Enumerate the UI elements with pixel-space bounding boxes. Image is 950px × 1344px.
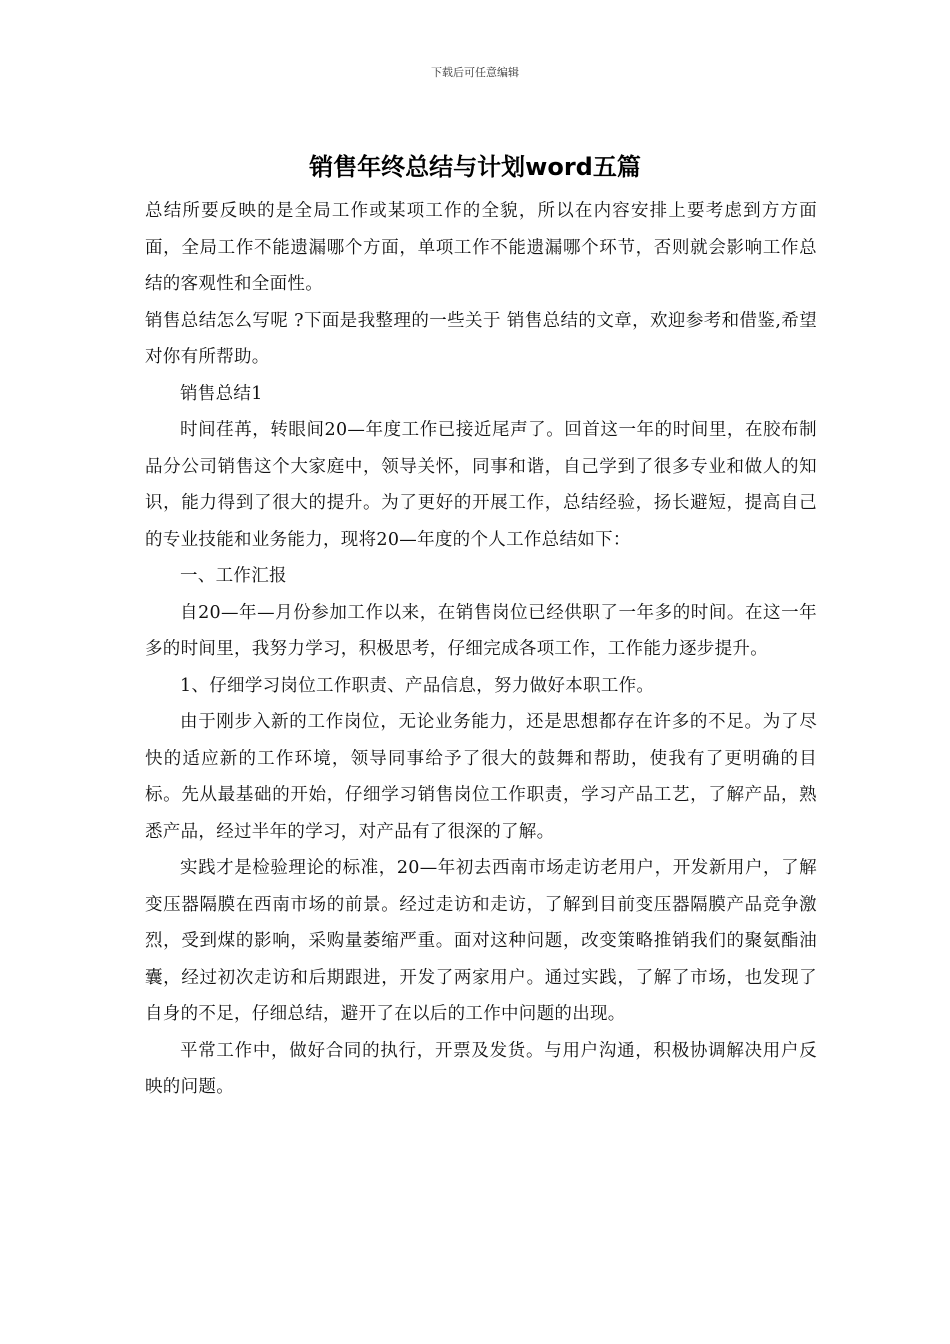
body-paragraph: 实践才是检验理论的标准，20—年初去西南市场走访老用户，开发新用户，了解变压器隔膜在西南市场的前景。经过走访和走访，了解到目前变压器隔膜产品竞争激烈，受到煤的影响，采购量萎缩严重。面对这种问题，改变策略推销我们的聚氨酯油囊，经过初次走访和后期跟进，开发了两家用户。通过实践，了解了市场，也发现了自身的不足，仔细总结，避开了在以后的工作中问题的出现。 — [145, 858, 817, 1024]
document-title: 销售年终总结与计划word五篇 — [309, 153, 641, 181]
subsection-heading: 一、工作汇报 — [180, 566, 287, 586]
body-paragraph: 时间荏苒，转眼间20—年度工作已接近尾声了。回首这一年的时间里，在胶布制品分公司销售这个大家庭中，领导关怀，同事和谐，自己学到了很多专业和做人的知识，能力得到了很大的提升。为了更好的开展工作，总结经验，扬长避短，提高自己的专业技能和业务能力，现将20—年度的个人工作总结如下： — [145, 420, 817, 550]
body-paragraph: 平常工作中，做好合同的执行，开票及发货。与用户沟通，积极协调解决用户反映的问题。 — [145, 1040, 817, 1097]
list-item-heading: 1、仔细学习岗位工作职责、产品信息，努力做好本职工作。 — [180, 675, 655, 696]
document-body — [145, 193, 817, 1106]
intro-paragraph: 总结所要反映的是全局工作或某项工作的全貌，所以在内容安排上要考虑到方方面面，全局工作不能遗漏哪个方面，单项工作不能遗漏哪个环节，否则就会影响工作总结的客观性和全面性。 — [145, 201, 817, 294]
intro-paragraph-2: 销售总结怎么写呢 ?下面是我整理的一些关于 销售总结的文章，欢迎参考和借鉴,希望对你有所帮助。 — [145, 310, 817, 367]
body-paragraph: 自20—年—月份参加工作以来，在销售岗位已经供职了一年多的时间。在这一年多的时间里，我努力学习，积极思考，仔细完成各项工作，工作能力逐步提升。 — [145, 602, 817, 659]
section-heading: 销售总结1 — [180, 383, 263, 404]
page-header-note: 下载后可任意编辑 — [431, 66, 519, 79]
body-paragraph: 由于刚步入新的工作岗位，无论业务能力，还是思想都存在许多的不足。为了尽快的适应新的工作环境，领导同事给予了很大的鼓舞和帮助，使我有了更明确的目标。先从最基础的开始，仔细学习销售岗位工作职责，学习产品工艺，了解产品，熟悉产品，经过半年的学习，对产品有了很深的了解。 — [145, 712, 817, 842]
